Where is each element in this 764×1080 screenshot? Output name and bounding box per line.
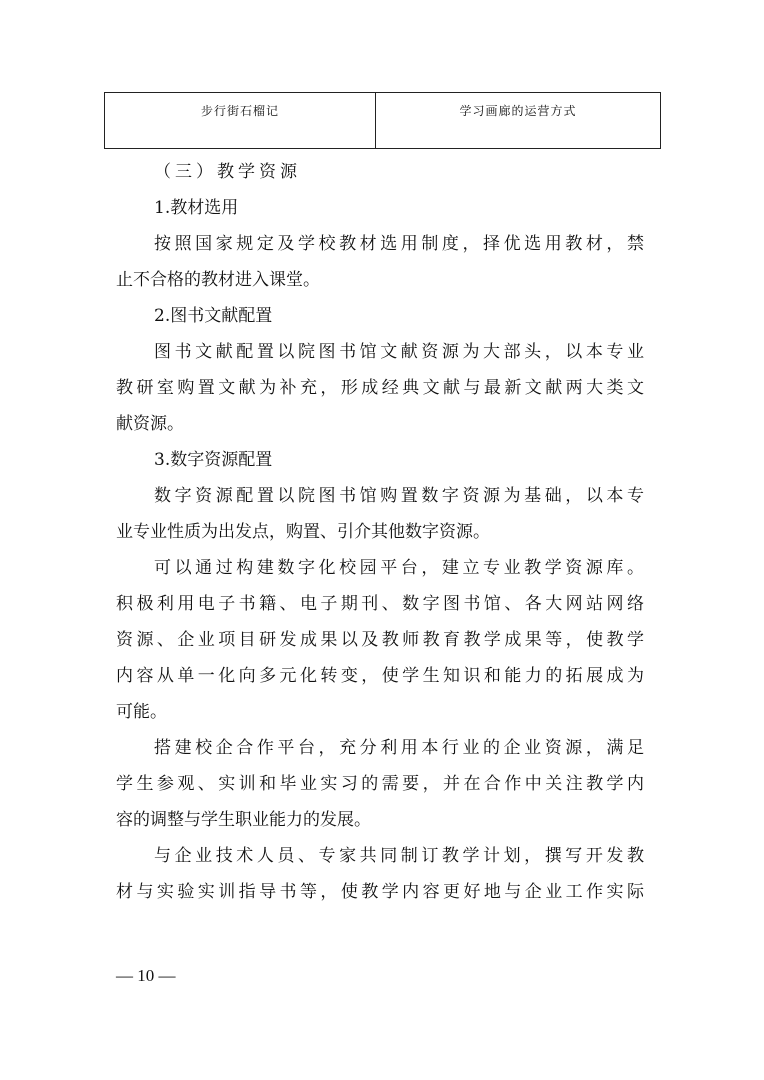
subsection-heading: 3.数字资源配置 [154,450,273,470]
paragraph-line: 可能。 [116,702,167,722]
subsection-heading: 2.图书文献配置 [154,306,273,326]
paragraph-line: 材与实验实训指导书等，使教学内容更好地与企业工作实际 [116,882,644,902]
course-table [104,92,661,149]
paragraph-line: 业专业性质为出发点，购置、引介其他数字资源。 [116,522,490,542]
paragraph-line: 容的调整与学生职业能力的发展。 [116,810,371,830]
paragraph-line: 止不合格的教材进入课堂。 [116,270,320,290]
table-row [105,93,661,149]
paragraph-line: 资源、企业项目研发成果以及教师教育教学成果等，使教学 [116,630,644,650]
paragraph-line: 与企业技术人员、专家共同制订教学计划，撰写开发教 [154,846,644,866]
paragraph-line: 搭建校企合作平台，充分利用本行业的企业资源，满足 [154,738,644,758]
paragraph-line: 按照国家规定及学校教材选用制度，择优选用教材，禁 [154,234,644,254]
paragraph-line: 内容从单一化向多元化转变，使学生知识和能力的拓展成为 [116,666,644,686]
paragraph-line: 图书文献配置以院图书馆文献资源为大部头，以本专业 [154,342,644,362]
page-number: — 10 — [116,966,176,985]
body-text [116,154,644,910]
table-cell: 步行街石榴记 [105,93,376,149]
paragraph-line: 可以通过构建数字化校园平台，建立专业教学资源库。 [154,558,644,578]
paragraph-line: 积极利用电子书籍、电子期刊、数字图书馆、各大网站网络 [116,594,644,614]
table-cell: 学习画廊的运营方式 [376,93,661,149]
paragraph-line: 献资源。 [116,414,184,434]
paragraph-line: 教研室购置文献为补充，形成经典文献与最新文献两大类文 [116,378,644,398]
section-heading: （三）教学资源 [154,162,301,182]
paragraph-line: 数字资源配置以院图书馆购置数字资源为基础，以本专 [154,486,644,506]
paragraph-line: 学生参观、实训和毕业实习的需要，并在合作中关注教学内 [116,774,644,794]
subsection-heading: 1.教材选用 [154,198,239,218]
